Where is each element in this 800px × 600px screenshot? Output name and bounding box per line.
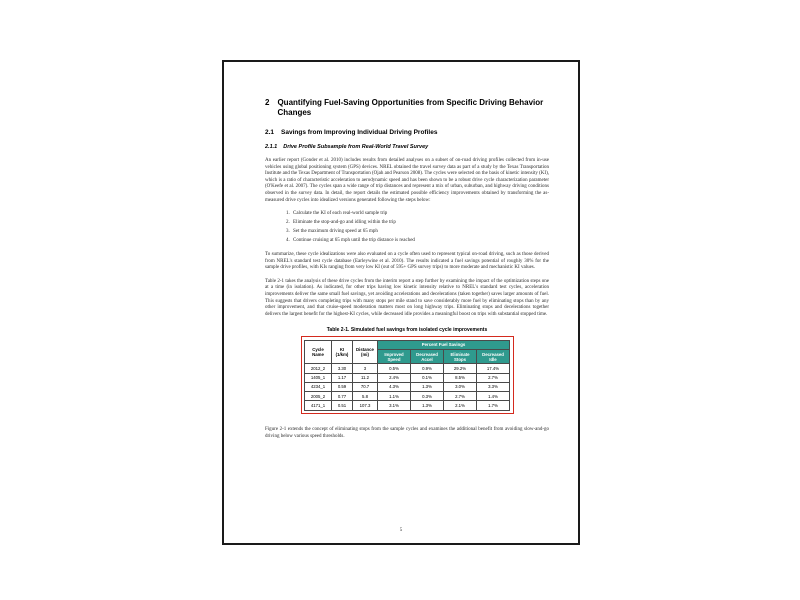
table-row — [305, 382, 510, 391]
table-cell: 1.1% — [378, 392, 411, 401]
fuel-savings-table — [304, 340, 510, 411]
subsection-heading — [265, 129, 549, 137]
table-cell: 4.3% — [378, 382, 411, 391]
table-cell: 0.1% — [411, 373, 444, 382]
table-cell: 0.59 — [332, 382, 353, 391]
table-cell: 3.3% — [477, 382, 510, 391]
table-subheader-cell: Decreased Accel — [411, 350, 444, 364]
table-cell: 11.2 — [353, 373, 378, 382]
subsection-number: 2.1 — [265, 129, 275, 136]
table-cell: 3 — [353, 364, 378, 373]
table-cell: 2.1% — [444, 401, 477, 410]
list-item: 4. Continue cruising at 65 mph until the trip distance is reached — [291, 238, 549, 245]
table-cell: 3.0% — [444, 382, 477, 391]
annotation-highlight-box — [301, 336, 514, 414]
list-item: 3. Set the maximum driving speed at 65 mph — [291, 229, 549, 236]
page-content — [265, 98, 549, 440]
table-group-header-cell: Percent Fuel Savings — [378, 340, 510, 349]
table-cell: 2.7% — [444, 392, 477, 401]
section-heading — [265, 98, 549, 118]
table-header-cell: KI (1/km) — [332, 340, 353, 364]
table-cell: 0.51 — [332, 401, 353, 410]
section-title: Quantifying Fuel-Saving Opportunities from Specific Driving Behavior Changes — [277, 98, 544, 117]
table-cell: 3.30 — [332, 364, 353, 373]
table-cell: 1.3% — [411, 401, 444, 410]
table-row — [305, 392, 510, 401]
table-row — [305, 401, 510, 410]
table-cell: 5.8 — [353, 392, 378, 401]
subsubsection-heading — [265, 144, 549, 151]
table-cell: 1.3% — [411, 382, 444, 391]
table-header-cell: Distance (mi) — [353, 340, 378, 364]
table-row — [305, 373, 510, 382]
table-cell: 29.2% — [444, 364, 477, 373]
table-header-cell: Cycle Name — [305, 340, 332, 364]
table-cell: 70.7 — [353, 382, 378, 391]
table-subheader-cell: Improved Speed — [378, 350, 411, 364]
table-cell: 4234_1 — [305, 382, 332, 391]
list-item: 2. Eliminate the stop-and-go and idling within the trip — [291, 220, 549, 227]
paragraph-summary: To summarize, these cycle idealizations were also evaluated on a cycle often used to represent typical on-road driving, such as those derived from NREL's standard test cycle database (Earleywine et al. 2010). The results indicated a fuel savings potential of roughly 30% for the sample drive profiles, with KIs ranging from very low KI (out of 595+ GPS survey trips) to more moderate and mechanistic KI values. — [265, 252, 549, 271]
table-cell: 1.17 — [332, 373, 353, 382]
table-caption: Table 2-1. Simulated fuel savings from isolated cycle improvements — [326, 327, 488, 334]
subsubsection-number: 2.1.1 — [265, 144, 278, 150]
table-cell: 2005_2 — [305, 392, 332, 401]
table-cell: 107.3 — [353, 401, 378, 410]
table-cell: 0.9% — [411, 364, 444, 373]
table-cell: 1.7% — [477, 401, 510, 410]
list-item: 1. Calculate the KI of each real-world sample trip — [291, 211, 549, 218]
table-cell: 1.4% — [477, 392, 510, 401]
subsection-title: Savings from Improving Individual Driving Profiles — [281, 129, 438, 136]
table-body — [305, 364, 510, 410]
table-row — [305, 364, 510, 373]
table-cell: 0.77 — [332, 392, 353, 401]
table-cell: 1405_1 — [305, 373, 332, 382]
table-cell: 4171_1 — [305, 401, 332, 410]
table-cell: 8.5% — [444, 373, 477, 382]
paragraph-closing: Figure 2-1 extends the concept of eliminating stops from the sample cycles and examines the additional benefit from avoiding slow-and-go driving below various speed thresholds. — [265, 427, 549, 439]
section-number: 2 — [265, 98, 270, 107]
paragraph-intro: An earlier report (Gonder et al. 2010) includes results from detailed analyses on a subset of on-road driving profiles collected from in-use vehicles using global positioning system (GPS) devices. NREL obtained the travel survey data as part of a study by the Texas Transportation Institute and the Texas Department of Transportation (Ojah and Pearson 2008). The cycles were selected on the basis of kinetic intensity (KI), which is a ratio of characteristic acceleration to aerodynamic speed and has been shown to be a robust drive cycle characterization parameter (O'Keefe et al. 2007). The cycles span a wide range of trip distances and represent a mix of urban, suburban, and highway driving conditions observed in the survey data. In detail, the report details the estimated possible efficiency improvements obtained by transforming the as-measured drive cycles into idealized versions generated following the steps below: — [265, 158, 549, 203]
table-cell: 17.4% — [477, 364, 510, 373]
table-cell: 2.7% — [477, 373, 510, 382]
table-head — [305, 340, 510, 364]
table-header-row — [305, 340, 510, 349]
idealization-steps-list — [291, 211, 549, 245]
table-subheader-cell: Eliminate Stops — [444, 350, 477, 364]
table-cell: 2.4% — [378, 373, 411, 382]
table-subheader-cell: Decreased Idle — [477, 350, 510, 364]
page-number: 5 — [399, 528, 403, 533]
report-page — [222, 60, 580, 545]
table-block — [265, 327, 549, 419]
table-cell: 2012_2 — [305, 364, 332, 373]
table-cell: 0.3% — [411, 392, 444, 401]
subsubsection-title: Drive Profile Subsample from Real-World Travel Survey — [283, 144, 429, 150]
table-cell: 3.1% — [378, 401, 411, 410]
paragraph-table-discussion: Table 2-1 takes the analysis of these drive cycles from the interim report a step further by examining the impact of the optimization steps one at a time (in isolation). As indicated, for other trips having low kinetic intensity relative to NREL's standard test cycles, acceleration improvements deliver the same small fuel savings, yet avoiding accelerations and decelerations (taken together) saves larger amounts of fuel. This suggests that drivers completing trips with many stops per mile stand to save considerably more fuel by eliminating stops than by any other improvement, and that cruise-speed moderation matters most on long highway trips. Eliminating stops and decelerations together delivers the largest benefit for the highest-KI cycles, while decreased idle provides a meaningful boost on trips with substantial stopped time. — [265, 278, 549, 317]
table-cell: 0.5% — [378, 364, 411, 373]
